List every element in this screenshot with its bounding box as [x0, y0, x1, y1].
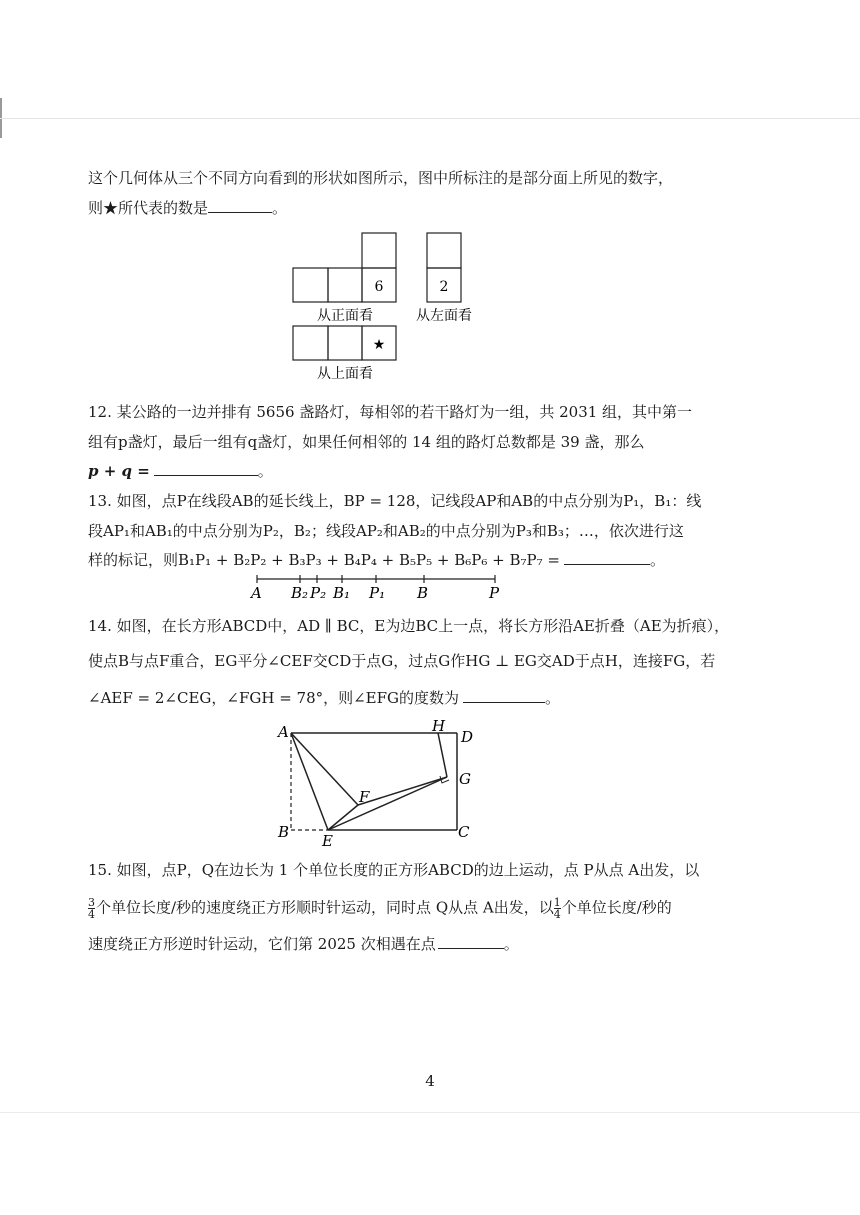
segment-EG: [328, 777, 447, 830]
label-A: A: [251, 584, 262, 602]
q13-line1: 13. 如图，点P在线段AB的延长线上，BP = 128，记线段AP和AB的中点分别为P₁，B₁：线: [88, 492, 702, 510]
q14-line3: [88, 688, 560, 708]
q15-line2-end: 个单位长度/秒的: [561, 898, 672, 917]
top-cell-1: [293, 326, 328, 360]
fraction1-numerator: 3: [88, 896, 95, 909]
q13-line2: 段AP₁和AB₁的中点分别为P₂，B₂；线段AP₂和AB₂的中点分别为P₃和B₃；…，依次进行这: [88, 522, 684, 540]
front-view-label: 从正面看: [317, 308, 373, 324]
page-number: 4: [425, 1072, 435, 1090]
q12-line3-end: 。: [257, 462, 273, 480]
q15-line1: 15. 如图，点P，Q在边长为 1 个单位长度的正方形ABCD的边上运动，点 P从点 A出发，以: [88, 861, 700, 879]
q15-line3-text: 速度绕正方形逆时针运动，它们第 2025 次相遇在点: [88, 935, 436, 953]
q13-line3-end: 。: [649, 551, 665, 569]
label-B: B: [417, 584, 429, 602]
label-B2: B₂: [291, 584, 309, 602]
point-F-label: F: [359, 788, 370, 806]
top-cell-2: [328, 326, 362, 360]
front-number: 6: [374, 279, 384, 295]
fraction2-numerator: 1: [553, 896, 561, 909]
label-P2: P₂: [310, 584, 327, 602]
q14-rectangle-figure: [270, 718, 490, 853]
crease-AE: [291, 733, 328, 830]
point-B-label: B: [278, 823, 290, 841]
point-E-label: E: [322, 832, 333, 850]
q15-answer-blank: [438, 934, 504, 949]
fraction1-denominator: 4: [88, 908, 95, 921]
q14-condition: ∠AEF = 2∠CEG，∠FGH = 78°，则∠EFG的度数为: [88, 689, 460, 707]
left-cell-top: [427, 233, 461, 268]
q11-line2: [88, 198, 287, 218]
segment-FE: [328, 805, 358, 830]
q12-expression: p + q =: [88, 462, 150, 480]
q11-line1: 这个几何体从三个不同方向看到的形状如图所示，图中所标注的是部分面上所见的数字，: [88, 169, 674, 187]
segment-AF: [291, 733, 358, 805]
front-cell-2: [328, 268, 362, 302]
left-number: 2: [439, 279, 449, 295]
q15-line2-mid: 个单位长度/秒的速度绕正方形顺时针运动，同时点 Q从点 A出发，以: [96, 898, 554, 917]
q13-expression: 样的标记，则B₁P₁ + B₂P₂ + B₃P₃ + B₄P₄ + B₅P₅ + B₆P₆ + B₇P₇ =: [88, 551, 560, 569]
q14-line1: 14. 如图，在长方形ABCD中，AD ∥ BC，E为边BC上一点，将长方形沿AE折叠（AE为折痕），: [88, 617, 730, 635]
q14-line3-end: 。: [545, 689, 561, 707]
top-view-label: 从上面看: [317, 366, 373, 382]
segment-FG: [358, 777, 447, 805]
point-H-label: H: [432, 718, 446, 735]
q15-line3-end: 。: [503, 935, 519, 953]
segment-HG: [438, 733, 447, 777]
label-B1: B₁: [333, 584, 351, 602]
q15-line2: [88, 897, 672, 920]
point-A-label: A: [278, 723, 289, 741]
label-P1: P₁: [369, 584, 386, 602]
fraction2-denominator: 4: [553, 908, 561, 921]
page-top-edge: [0, 118, 860, 119]
q11-line2-text: 则★所代表的数是: [88, 199, 209, 217]
q12-line1: 12. 某公路的一边并排有 5656 盏路灯，每相邻的若干路灯为一组，共 2031 组，其中第一: [88, 403, 693, 421]
fraction-three-quarters: [88, 897, 95, 920]
point-C-label: C: [458, 823, 470, 841]
point-D-label: D: [461, 728, 474, 746]
front-cell-1: [293, 268, 328, 302]
page-bottom-edge: [0, 1112, 860, 1113]
q11-three-views-figure: [285, 228, 485, 383]
star-mark: ★: [372, 337, 386, 353]
q12-line3: [88, 461, 273, 481]
q11-line2-end: 。: [272, 199, 288, 217]
left-view-label: 从左面看: [416, 308, 472, 324]
q15-line3: [88, 934, 519, 954]
q14-answer-blank: [463, 688, 545, 703]
point-G-label: G: [459, 770, 471, 788]
q13-line3: [88, 550, 665, 570]
fraction-one-quarter: [554, 897, 561, 920]
q11-answer-blank: [208, 198, 272, 213]
q14-line2: 使点B与点F重合，EG平分∠CEF交CD于点G，过点G作HG ⊥ EG交AD于点H，连接FG，若: [88, 652, 716, 670]
front-cell-top: [362, 233, 396, 268]
q12-line2: 组有p盏灯，最后一组有q盏灯，如果任何相邻的 14 组的路灯总数都是 39 盏，那么: [88, 433, 645, 451]
q13-segment-figure: [245, 570, 510, 604]
q12-answer-blank: [154, 461, 258, 476]
q13-answer-blank: [564, 550, 650, 565]
label-P: P: [489, 584, 500, 602]
